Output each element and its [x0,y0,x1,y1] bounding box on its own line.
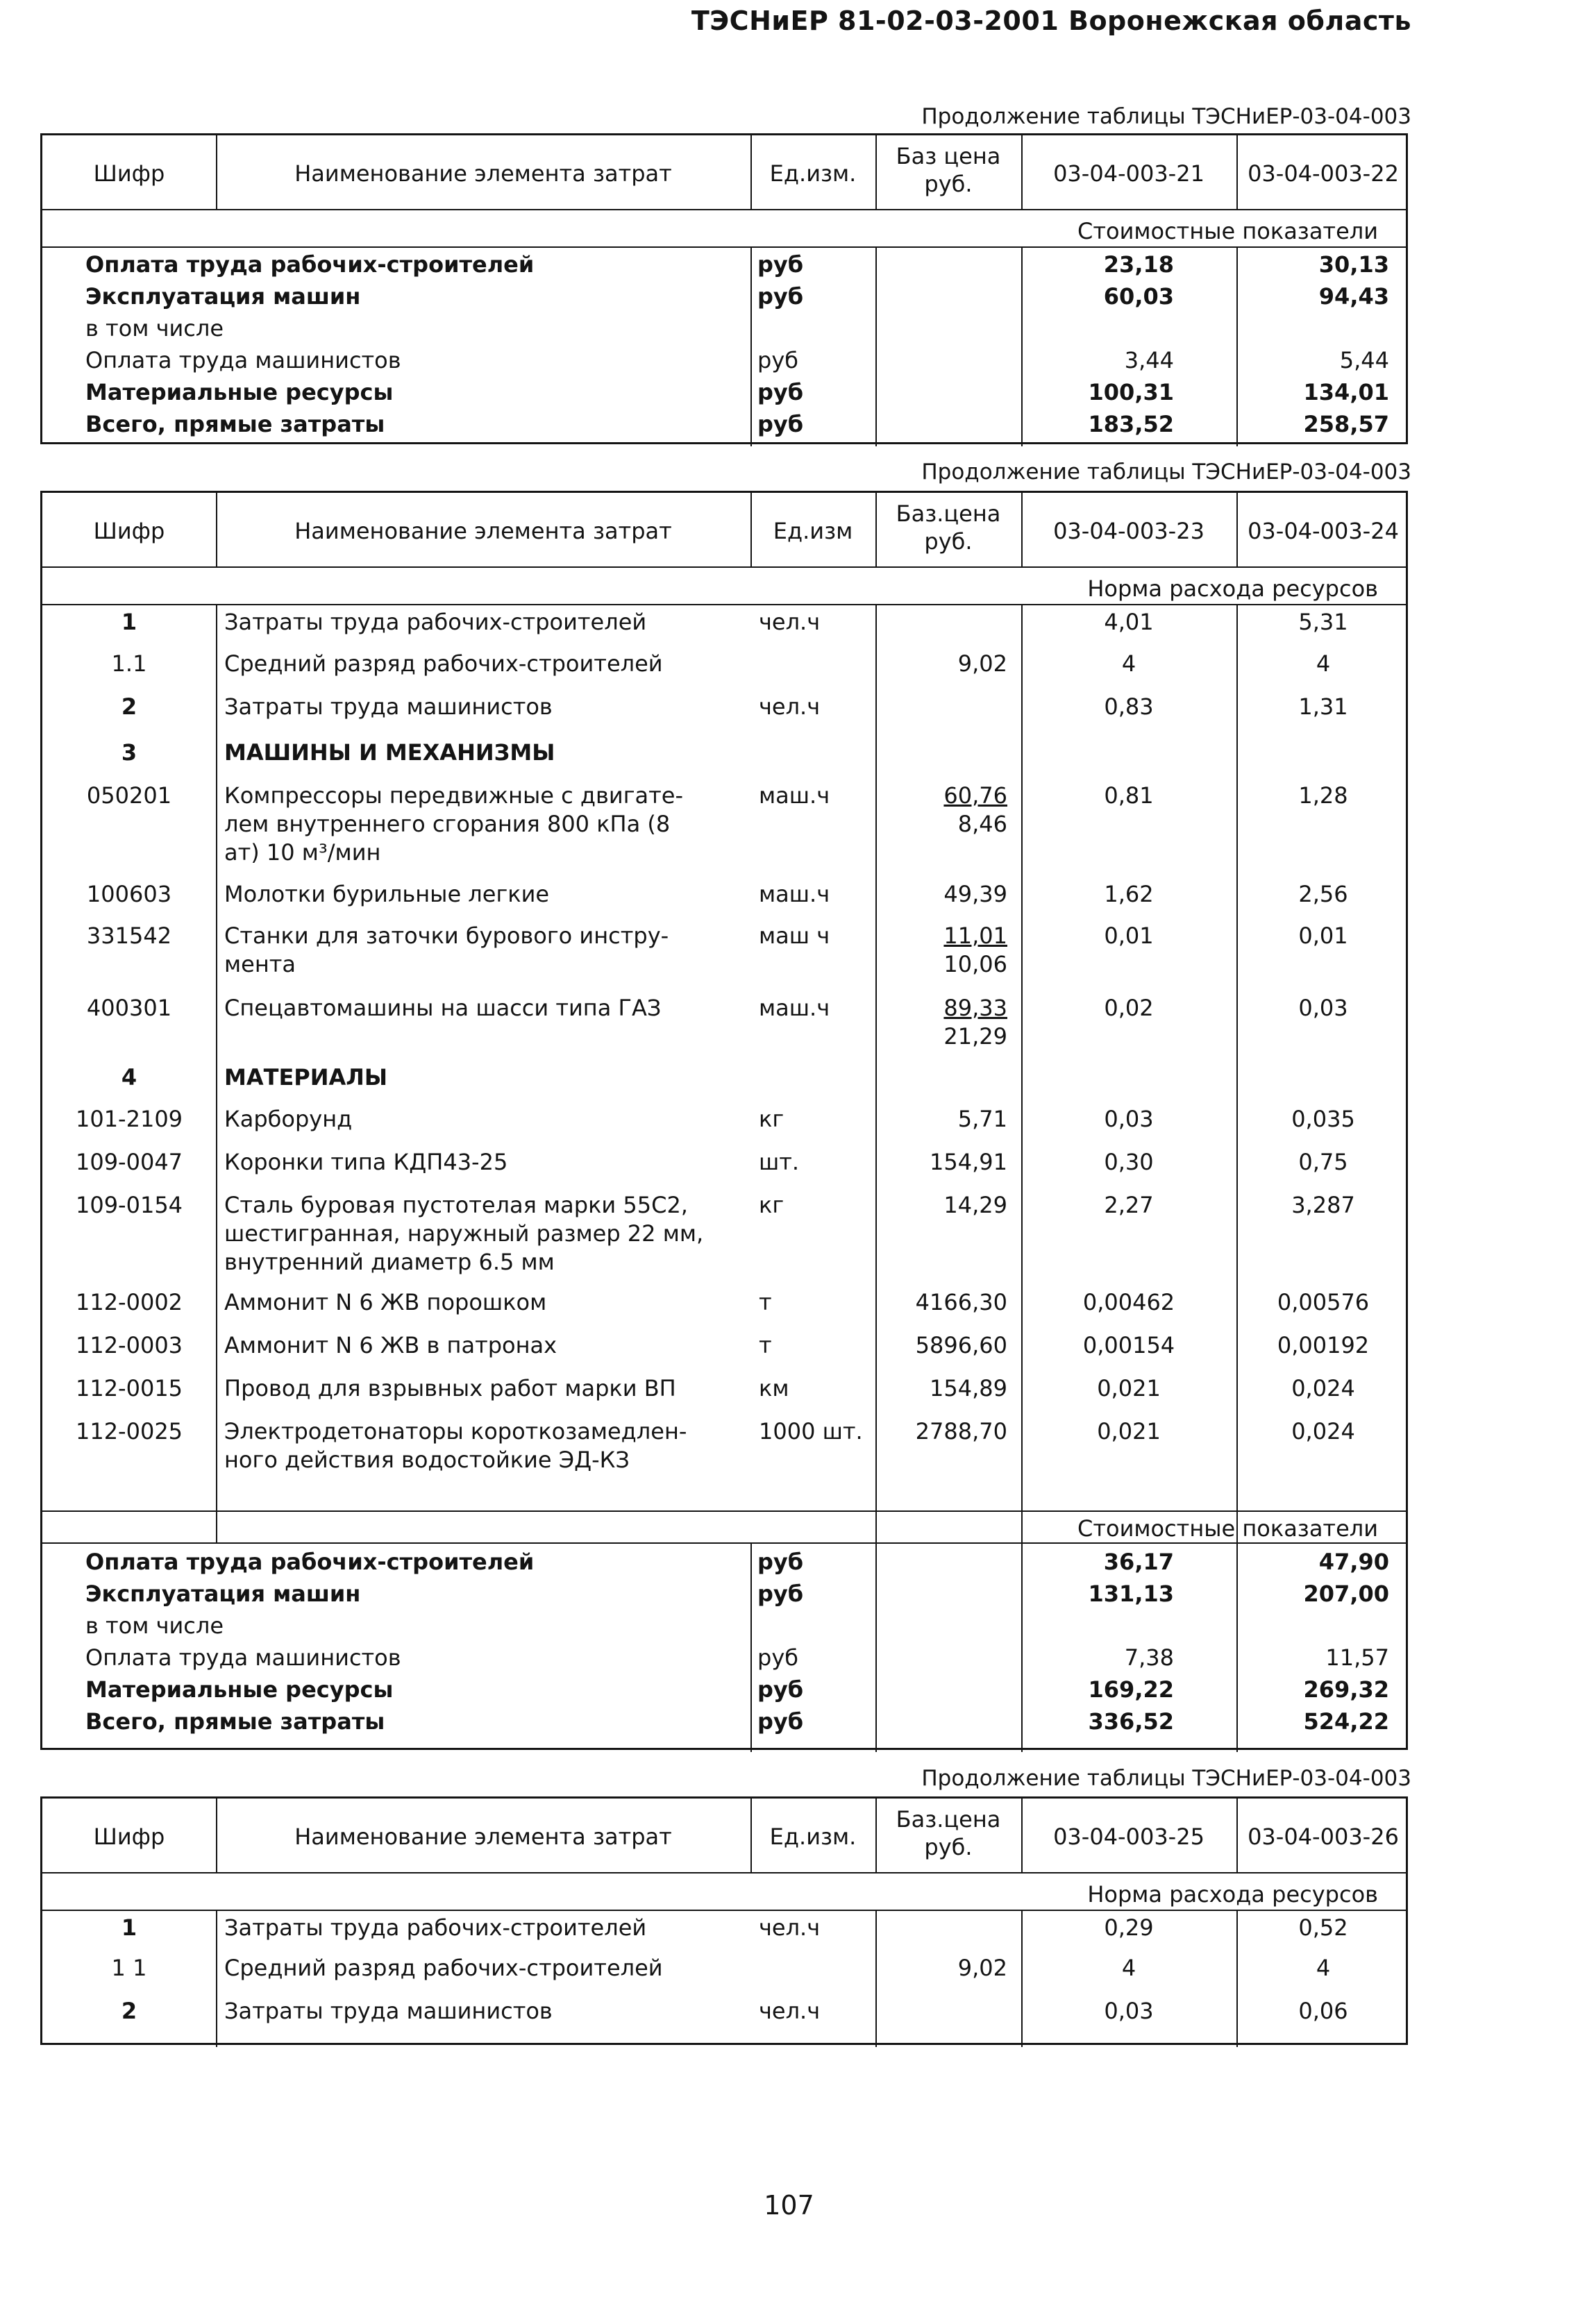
resource-name: шестигранная, наружный размер 22 мм, [224,1220,704,1247]
col-header-price-text: Баз.цена руб. [896,500,1001,555]
cost-row-name: Материальные ресурсы [85,379,394,405]
resource-name: ного действия водостойкие ЭД-КЗ [224,1447,630,1473]
divider [216,1799,217,1872]
cost-row-name: Материальные ресурсы [85,1676,394,1703]
resource-unit: км [759,1375,789,1401]
resource-value: 1,31 [1298,693,1348,720]
resource-name: мента [224,951,296,977]
cost-row-value: 100,31 [1088,379,1174,405]
resource-table-2 [40,491,1408,1750]
cost-row-name: в том числе [85,1613,224,1639]
cost-row-value: 3,44 [1124,347,1174,373]
resource-value: 0,01 [1298,923,1348,949]
resource-code: 112-0025 [75,1418,183,1445]
col-header-unit: Ед.изм. [769,1824,857,1850]
divider [875,1542,877,1752]
cost-row-value: 134,01 [1303,379,1389,405]
resource-value: 0,00154 [1082,1332,1175,1358]
cost-row-unit: руб [757,379,804,405]
cost-row-value: 11,57 [1325,1644,1389,1671]
divider [216,493,217,566]
divider [750,493,752,566]
resource-value: 1,28 [1298,782,1348,809]
resource-unit: т [759,1289,772,1315]
col-header-price [875,1805,1021,1861]
resource-value: 1,62 [1104,881,1154,907]
divider [875,493,877,566]
resource-unit: т [759,1332,772,1358]
resource-price: 154,91 [930,1149,1007,1175]
resource-value: 0,00192 [1277,1332,1370,1358]
resource-name: Станки для заточки бурового инстру- [224,923,669,949]
table-caption: Продолжение таблицы ТЭСНиЕР-03-04-003 [921,460,1411,485]
resource-code: 331542 [86,923,172,949]
resource-code: 100603 [86,881,172,907]
resource-price: 8,46 [957,811,1007,837]
table-caption: Продолжение таблицы ТЭСНиЕР-03-04-003 [921,1766,1411,1791]
resource-table-3 [40,1796,1408,2045]
section-label: Стоимостные показатели [1077,218,1378,244]
divider [216,135,217,209]
resource-value: 4 [1121,1955,1136,1981]
resource-name: внутренний диаметр 6.5 мм [224,1249,555,1275]
divider [1021,493,1023,566]
cost-row-unit: руб [757,347,798,373]
divider [42,246,1406,248]
col-header-unit: Ед.изм. [769,160,857,187]
resource-code: 112-0003 [75,1332,183,1358]
resource-name: Затраты труда рабочих-строителей [224,609,647,635]
cost-row-name: в том числе [85,315,224,342]
col-header-name: Наименование элемента затрат [294,1824,672,1850]
cost-row-value: 336,52 [1088,1708,1174,1735]
resource-value: 0,30 [1104,1149,1154,1175]
resource-unit: чел.ч [759,693,821,720]
cost-row-value: 23,18 [1103,251,1174,278]
cost-row-name: Оплата труда машинистов [85,1644,401,1671]
divider [750,246,752,446]
divider [42,604,1406,605]
col-header-v1: 03-04-003-23 [1053,518,1205,544]
resource-code: 3 [121,739,137,766]
divider [1236,1799,1238,1872]
cost-row-unit: руб [757,1581,804,1607]
cost-row-value: 207,00 [1303,1581,1389,1607]
col-header-v2: 03-04-003-22 [1248,160,1399,187]
cost-row-value: 5,44 [1339,347,1389,373]
col-header-code: Шифр [93,518,165,544]
resource-name: Провод для взрывных работ марки ВП [224,1375,676,1401]
col-header-unit: Ед.изм [773,518,853,544]
resource-value: 0,00462 [1082,1289,1175,1315]
resource-unit: маш.ч [759,995,830,1021]
resource-price: 9,02 [957,650,1007,677]
resource-name: Средний разряд рабочих-строителей [224,1955,663,1981]
resource-name: МАШИНЫ И МЕХАНИЗМЫ [224,739,555,766]
resource-name: Аммонит N 6 ЖВ порошком [224,1289,547,1315]
col-header-v2: 03-04-003-26 [1248,1824,1399,1850]
cost-row-name: Всего, прямые затраты [85,1708,385,1735]
resource-value: 0,00576 [1277,1289,1370,1315]
divider [1236,493,1238,566]
divider [216,604,217,1542]
resource-value: 4 [1316,1955,1331,1981]
resource-value: 0,83 [1104,693,1154,720]
resource-code: 1.1 [111,650,147,677]
resource-value: 0,024 [1291,1375,1355,1401]
cost-row-name: Эксплуатация машин [85,283,361,310]
resource-value: 0,03 [1104,1998,1154,2024]
resource-code: 112-0015 [75,1375,183,1401]
col-header-code: Шифр [93,160,165,187]
resource-value: 5,31 [1298,609,1348,635]
col-header-price-text: Баз.цена руб. [896,1806,1001,1860]
resource-value: 0,02 [1104,995,1154,1021]
resource-name: Средний разряд рабочих-строителей [224,650,663,677]
divider [42,209,1406,210]
divider [750,1542,752,1752]
cost-row-value: 524,22 [1303,1708,1389,1735]
resource-value: 4,01 [1104,609,1154,635]
cost-row-unit: руб [757,1708,804,1735]
resource-value: 0,03 [1104,1106,1154,1132]
cost-row-value: 7,38 [1124,1644,1174,1671]
resource-value: 0,03 [1298,995,1348,1021]
resource-value: 0,75 [1298,1149,1348,1175]
col-header-price [875,500,1021,555]
col-header-v2: 03-04-003-24 [1248,518,1399,544]
resource-code: 4 [121,1064,137,1091]
cost-row-value: 183,52 [1088,411,1174,437]
divider [875,246,877,446]
resource-code: 101-2109 [75,1106,183,1132]
resource-unit: кг [759,1106,784,1132]
resource-unit: маш ч [759,923,830,949]
resource-value: 3,287 [1291,1192,1355,1218]
resource-price: 5896,60 [915,1332,1007,1358]
cost-row-value: 30,13 [1318,251,1389,278]
resource-value: 0,021 [1097,1418,1161,1445]
resource-name: Сталь буровая пустотелая марки 55С2, [224,1192,688,1218]
resource-name: Электродетонаторы короткозамедлен- [224,1418,687,1445]
resource-value: 0,021 [1097,1375,1161,1401]
divider [42,1510,1406,1512]
resource-name: лем внутреннего сгорания 800 кПа (8 [224,811,671,837]
resource-value: 0,06 [1298,1998,1348,2024]
divider [875,135,877,209]
col-header-name: Наименование элемента затрат [294,160,672,187]
resource-price: 2788,70 [915,1418,1007,1445]
divider [750,135,752,209]
resource-value: 0,52 [1298,1914,1348,1941]
resource-value: 2,56 [1298,881,1348,907]
resource-code: 1 [121,609,137,635]
cost-row-value: 269,32 [1303,1676,1389,1703]
resource-unit: 1000 шт. [759,1418,863,1445]
divider [1021,135,1023,209]
cost-row-value: 60,03 [1103,283,1174,310]
resource-unit: чел.ч [759,609,821,635]
col-header-code: Шифр [93,1824,165,1850]
resource-value: 0,035 [1291,1106,1355,1132]
resource-price: 4166,30 [915,1289,1007,1315]
resource-code: 112-0002 [75,1289,183,1315]
resource-name: Затраты труда рабочих-строителей [224,1914,647,1941]
cost-row-unit: руб [757,1549,804,1575]
resource-code: 050201 [86,782,172,809]
resource-price: 5,71 [957,1106,1007,1132]
cost-row-name: Всего, прямые затраты [85,411,385,437]
divider [42,1872,1406,1873]
col-header-price-text: Баз цена руб. [896,143,1001,197]
resource-code: 2 [121,1998,137,2024]
resource-name: ат) 10 м³/мин [224,839,381,866]
resource-name: Коронки типа КДП43-25 [224,1149,508,1175]
resource-name: МАТЕРИАЛЫ [224,1064,388,1091]
divider [1021,1799,1023,1872]
page-number: 107 [764,2190,814,2221]
divider [42,566,1406,568]
resource-price: 14,29 [943,1192,1007,1218]
resource-name: Затраты труда машинистов [224,1998,553,2024]
resource-value: 4 [1121,650,1136,677]
resource-name: Карборунд [224,1106,353,1132]
resource-price: 60,76 [943,782,1007,809]
divider [750,1799,752,1872]
resource-value: 0,81 [1104,782,1154,809]
resource-code: 109-0047 [75,1149,183,1175]
resource-price: 11,01 [943,923,1007,949]
divider [875,1799,877,1872]
cost-row-unit: руб [757,283,804,310]
resource-value: 4 [1316,650,1331,677]
cost-row-value: 94,43 [1318,283,1389,310]
resource-unit: кг [759,1192,784,1218]
resource-code: 2 [121,693,137,720]
col-header-v1: 03-04-003-21 [1053,160,1205,187]
resource-price: 89,33 [943,995,1007,1021]
col-header-v1: 03-04-003-25 [1053,1824,1205,1850]
resource-name: Молотки бурильные легкие [224,881,550,907]
cost-section-label: Стоимостные показатели [1077,1515,1378,1542]
cost-row-value: 258,57 [1303,411,1389,437]
cost-row-unit: руб [757,251,804,278]
cost-row-unit: руб [757,411,804,437]
resource-unit: чел.ч [759,1914,821,1941]
divider [216,1910,217,2047]
cost-row-unit: руб [757,1644,798,1671]
cost-row-name: Оплата труда машинистов [85,347,401,373]
resource-price: 10,06 [943,951,1007,977]
resource-unit: маш.ч [759,881,830,907]
resource-name: Компрессоры передвижные с двигате- [224,782,683,809]
resource-price: 154,89 [930,1375,1007,1401]
col-header-price [875,142,1021,198]
resource-code: 1 1 [111,1955,147,1981]
document-header: ТЭСНиЕР 81-02-03-2001 Воронежская область [691,6,1411,36]
resource-price: 49,39 [943,881,1007,907]
resource-code: 1 [121,1914,137,1941]
section-label: Норма расхода ресурсов [1087,575,1378,602]
resource-name: Затраты труда машинистов [224,693,553,720]
cost-row-value: 131,13 [1088,1581,1174,1607]
cost-row-name: Эксплуатация машин [85,1581,361,1607]
resource-price: 9,02 [957,1955,1007,1981]
resource-value: 0,024 [1291,1418,1355,1445]
cost-row-unit: руб [757,1676,804,1703]
resource-unit: чел.ч [759,1998,821,2024]
resource-unit: шт. [759,1149,800,1175]
col-header-name: Наименование элемента затрат [294,518,672,544]
resource-name: Аммонит N 6 ЖВ в патронах [224,1332,557,1358]
divider [1236,135,1238,209]
resource-unit: маш.ч [759,782,830,809]
cost-table-1 [40,133,1408,444]
cost-row-name: Оплата труда рабочих-строителей [85,1549,535,1575]
table-caption: Продолжение таблицы ТЭСНиЕР-03-04-003 [921,104,1411,129]
resource-value: 2,27 [1104,1192,1154,1218]
resource-code: 109-0154 [75,1192,183,1218]
cost-row-value: 36,17 [1103,1549,1174,1575]
cost-row-value: 169,22 [1088,1676,1174,1703]
resource-value: 0,01 [1104,923,1154,949]
section-label: Норма расхода ресурсов [1087,1881,1378,1908]
resource-code: 400301 [86,995,172,1021]
resource-price: 21,29 [943,1023,1007,1050]
cost-row-value: 47,90 [1318,1549,1389,1575]
resource-name: Спецавтомашины на шасси типа ГАЗ [224,995,662,1021]
divider [42,1910,1406,1911]
cost-row-name: Оплата труда рабочих-строителей [85,251,535,278]
resource-value: 0,29 [1104,1914,1154,1941]
